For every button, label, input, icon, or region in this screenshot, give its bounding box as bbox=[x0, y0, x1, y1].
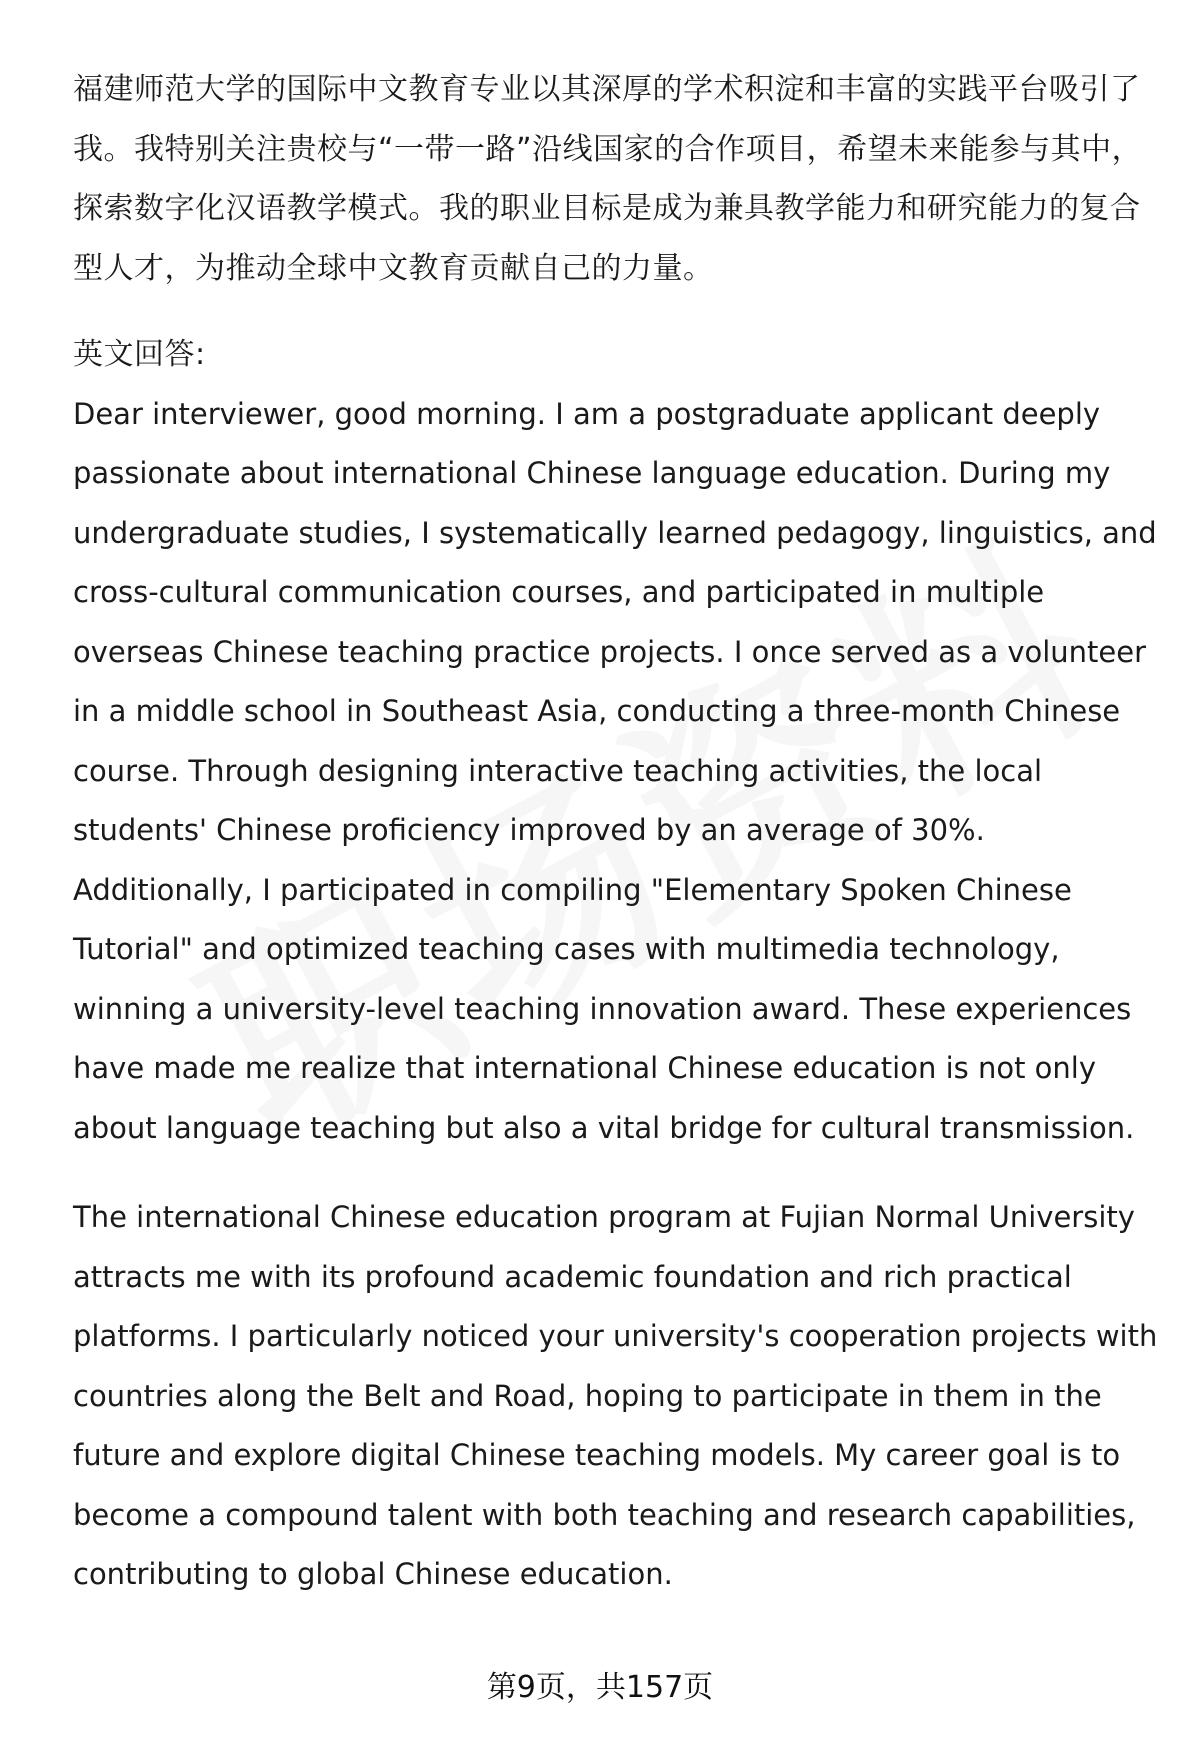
english-answer-paragraph-2: The international Chinese education program at Fujian Normal University attracts me with its profound academic foundation and rich practical platforms. I particularly noticed your university's cooperation projects with countries along the Belt and Road, hoping to participate in them in the future and explore digital Chinese teaching models. My career goal is to become a compound talent with both teaching and research capabilities, contributing to global Chinese education. bbox=[73, 1200, 1158, 1591]
english-answer-paragraph-1: Dear interviewer, good morning. I am a postgraduate applicant deeply passionate about international Chinese language education. During my undergraduate studies, I systematically learned pedagogy, linguistics, and cross-cultural communication courses, and participated in multiple overseas Chinese teaching practice projects. I once served as a volunteer in a middle school in Southeast Asia, conducting a three-month Chinese course. Through designing interactive teaching activities, the local students' Chinese proficiency improved by an average of 30%. Additionally, I participated in compiling "Elementary Spoken Chinese Tutorial" and optimized teaching cases with multimedia technology, winning a university-level teaching innovation award. These experiences have made me realize that international Chinese education is not only about language teaching but also a vital bridge for cultural transmission. bbox=[73, 396, 1157, 1145]
english-answer-label: 英文回答: bbox=[73, 337, 206, 372]
page-number: 第9页，共157页 bbox=[486, 1670, 714, 1705]
document-body bbox=[73, 60, 1163, 1605]
chinese-answer-paragraph-tail: 福建师范大学的国际中文教育专业以其深厚的学术积淀和丰富的实践平台吸引了我。我特别关注贵校与“一带一路”沿线国家的合作项目，希望未来能参与其中，探索数字化汉语教学模式。我的职业目标是成为兼具教学能力和研究能力的复合型人才，为推动全球中文教育贡献自己的力量。 bbox=[73, 72, 1143, 286]
paragraph-gap bbox=[73, 1158, 1163, 1188]
